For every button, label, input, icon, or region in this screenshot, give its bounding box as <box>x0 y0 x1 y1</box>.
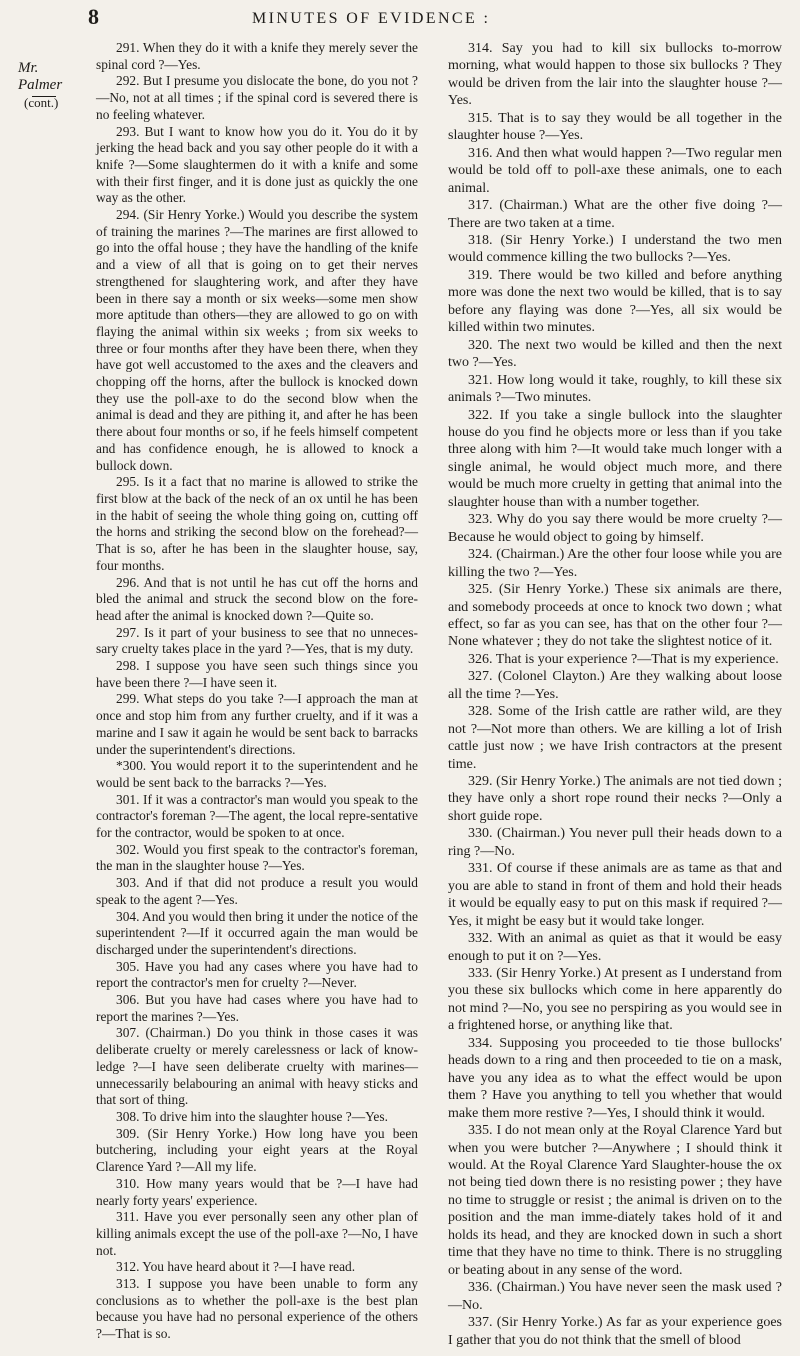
qa-paragraph: 327. (Colonel Clayton.) Are they walking about loose all the time ?—Yes. <box>448 669 782 702</box>
qa-paragraph: 329. (Sir Henry Yorke.) The animals are not tied down ; they have only a short rope round their necks ?—Only a short guide rope. <box>448 774 782 824</box>
qa-paragraph: 320. The next two would be killed and then the next two ?—Yes. <box>448 337 782 371</box>
qa-paragraph: 331. Of course if these animals are as tame as that and you are able to stand in front of them and hold their heads it would be equally easy to put on this mask if required ?—Yes, it might be easy but it would take longer. <box>448 861 782 929</box>
qa-paragraph: 311. Have you ever personally seen any other plan of killing animals except the use of the poll-axe ?—No, I have not. <box>96 1209 418 1258</box>
qa-paragraph: 321. How long would it take, roughly, to kill these six animals ?—Two minutes. <box>448 372 782 406</box>
qa-paragraph: 306. But you have had cases where you have had to report the marines ?—Yes. <box>96 992 418 1024</box>
margin-witness-name <box>18 60 78 111</box>
qa-paragraph: 319. There would be two killed and before anything more was done the next two would be killed, that is to say before any flaying was done ?—Yes, all six would be killed within two minutes. <box>448 267 782 336</box>
qa-paragraph: 307. (Chairman.) Do you think in those cases it was deliberate cruelty or merely carelessness or lack of know-ledge ?—I have seen deliberate cruelty with marines—unnecessarily belabouring an animal with heavy sticks and that sort of thing. <box>96 1025 418 1108</box>
qa-paragraph: 328. Some of the Irish cattle are rather wild, are they not ?—Not more than others. We are killing a lot of Irish cattle just now ; we have Irish contractors at the present time. <box>448 704 782 772</box>
qa-paragraph: 314. Say you had to kill six bullocks to-morrow morning, what would happen to those six bullocks ? They would be driven from the lair into the slaughter house ?—Yes. <box>448 41 782 109</box>
qa-paragraph: 295. Is it a fact that no marine is allowed to strike the first blow at the back of the neck of an ox until he has been in the habit of seeing the whole thing going on, cutting off the horns and striking the second blow on the forehead?—That is so, after he has been in the slaughter house, say, four months. <box>96 474 418 573</box>
qa-paragraph: 325. (Sir Henry Yorke.) These six animals are there, and somebody proceeds at once to knock two down ; what effect, so far as you can see, has that on the other four ?—None whatever ; they do not take the slightest notice of it. <box>448 582 782 650</box>
qa-paragraph: 304. And you would then bring it under the notice of the superintendent ?—If it occurred again the man would be discharged under the superintendent's directions. <box>96 908 418 957</box>
qa-paragraph: 309. (Sir Henry Yorke.) How long have you been butchering, including your eight years at the Royal Clarence Yard ?—All my life. <box>96 1125 418 1175</box>
page-number: 8 <box>88 4 99 29</box>
qa-paragraph: 332. With an animal as quiet as that it would be easy enough to put it on ?—Yes. <box>448 931 782 964</box>
qa-paragraph: 326. That is your experience ?—That is my experience. <box>468 651 779 667</box>
qa-paragraph: 298. I suppose you have seen such things since you have been there ?—I have seen it. <box>96 658 418 690</box>
qa-paragraph: 336. (Chairman.) You have never seen the mask used ?—No. <box>448 1280 782 1313</box>
qa-paragraph: 303. And if that did not produce a result you would speak to the agent ?—Yes. <box>96 875 418 907</box>
qa-paragraph: 324. (Chairman.) Are the other four loose while you are killing the two ?—Yes. <box>448 547 782 580</box>
qa-paragraph: 334. Supposing you proceeded to tie those bullocks' heads down to a ring and then proceeded to tie on a mask, have you any idea as to what the effect would be upon them ? Have you anything to tell you whether that would make them more restive ?—Yes, I should think it would. <box>448 1035 782 1121</box>
qa-paragraph: 296. And that is not until he has cut off the horns and bled the animal and struck the second blow on the fore-head after the animal is knocked down ?—Quite so. <box>96 574 418 623</box>
running-head: MINUTES OF EVIDENCE : <box>252 10 491 27</box>
qa-paragraph: 313. I suppose you have been unable to form any conclusions as to whether the poll-axe is the best plan because you have had no personal experience of the others ?—That is so. <box>96 1276 418 1342</box>
witness-name: Mr. Palmer <box>18 60 63 93</box>
qa-paragraph: 312. You have heard about it ?—I have read. <box>116 1259 356 1275</box>
qa-paragraph: 299. What steps do you take ?—I approach the man at once and stop him from any further cruelty, and if it was a marine and I saw it again he would be sent back to barracks under the superintendent's directions. <box>96 691 418 757</box>
qa-paragraph: 302. Would you first speak to the contractor's foreman, the man in the slaughter house ?—Yes. <box>96 841 418 874</box>
qa-paragraph: 316. And then what would happen ?—Two regular men would be told off to poll-axe these animals, one to each animal. <box>448 145 782 196</box>
qa-paragraph: 323. Why do you say there would be more cruelty ?—Because he would object to going by himself. <box>448 512 782 545</box>
qa-paragraph: 291. When they do it with a knife they merely sever the spinal cord ?—Yes. <box>96 40 418 72</box>
qa-paragraph: 318. (Sir Henry Yorke.) I understand the two men would commence killing the two bullocks ?—Yes. <box>448 232 782 266</box>
right-column <box>448 40 782 1349</box>
qa-paragraph: 294. (Sir Henry Yorke.) Would you describe the system of training the marines ?—The marines are first allowed to go into the offal house ; they have the handling of the knife and a view of all that is going on to get their nerves strengthened for slaughtering work, and after they have been in there say a month or six weeks—some men show more aptitude than others—they are allowed to go on with flaying the animal within six weeks ; from six weeks to three or four months after they have been there, when they have got well accustomed to the axes and the cleavers and chopping off the horns, after the bullock is knocked down they use the poll-axe to do the second blow when the animal is dead and they are pithing it, and after he has been there about four months or so, if he feels himself competent and has confidence enough, he is allowed to knock a bullock down. <box>96 207 418 473</box>
qa-paragraph: 301. If it was a contractor's man would you speak to the contractor's foreman ?—The agent, the local repre-sentative for the contractor, would be spoken to at once. <box>96 791 418 841</box>
qa-paragraph: 293. But I want to know how you do it. You do it by jerking the head back and you say other people do it with a knife ?—Some slaughtermen do it with a knife and some with their first finger, and it is done just as quickly the one way as the other. <box>96 123 418 206</box>
qa-paragraph: 292. But I presume you dislocate the bone, do you not ?—No, not at all times ; if the spinal cord is severed there is no feeling whatever. <box>96 73 418 122</box>
qa-paragraph: 305. Have you had any cases where you have had to report the contractor's men for cruelty ?—Never. <box>96 958 418 991</box>
qa-paragraph: 333. (Sir Henry Yorke.) At present as I understand from you these six bullocks which come in here apparently do not mind ?—No, you see no perspiring as you would see in a frightened horse, or anything like that. <box>448 966 782 1034</box>
qa-paragraph: 335. I do not mean only at the Royal Clarence Yard but when you were butcher ?—Anywhere ; I should think it would. At the Royal Clarence Yard Slaughter-house the ox not being tied down there is no resisting power ; they have no time to struggle or resist ; the animal is driven on to the position and the man imme-diately takes hold of it and holds its head, and they are knocked down in such a short time that they have no time to think. There is no struggling or beating about in any sense of the word. <box>448 1123 782 1278</box>
continued-note: (cont.) <box>24 95 59 110</box>
qa-paragraph: 310. How many years would that be ?—I have had nearly forty years' experience. <box>96 1175 418 1208</box>
qa-paragraph: *300. You would report it to the superintendent and he would be sent back to the barracks ?—Yes. <box>96 758 418 790</box>
qa-paragraph: 308. To drive him into the slaughter house ?—Yes. <box>116 1109 388 1124</box>
qa-paragraph: 297. Is it part of your business to see that no unneces-sary cruelty takes place in the yard ?—Yes, that is my duty. <box>96 624 418 657</box>
qa-paragraph: 322. If you take a single bullock into the slaughter house do you find he objects more or less than if you take three along with him ?—It would take much longer with a single animal, he would object much more, and there would be much more cruelty in getting that animal into the slaughter house than with a number together. <box>448 407 782 510</box>
qa-paragraph: 337. (Sir Henry Yorke.) As far as your experience goes I gather that you do not think that the smell of blood <box>448 1315 782 1348</box>
qa-paragraph: 317. (Chairman.) What are the other five doing ?—There are two taken at a time. <box>448 198 782 231</box>
qa-paragraph: 330. (Chairman.) You never pull their heads down to a ring ?—No. <box>448 826 782 859</box>
left-column <box>96 40 418 1343</box>
qa-paragraph: 315. That is to say they would be all together in the slaughter house ?—Yes. <box>448 110 782 144</box>
margin-divider <box>32 96 56 97</box>
